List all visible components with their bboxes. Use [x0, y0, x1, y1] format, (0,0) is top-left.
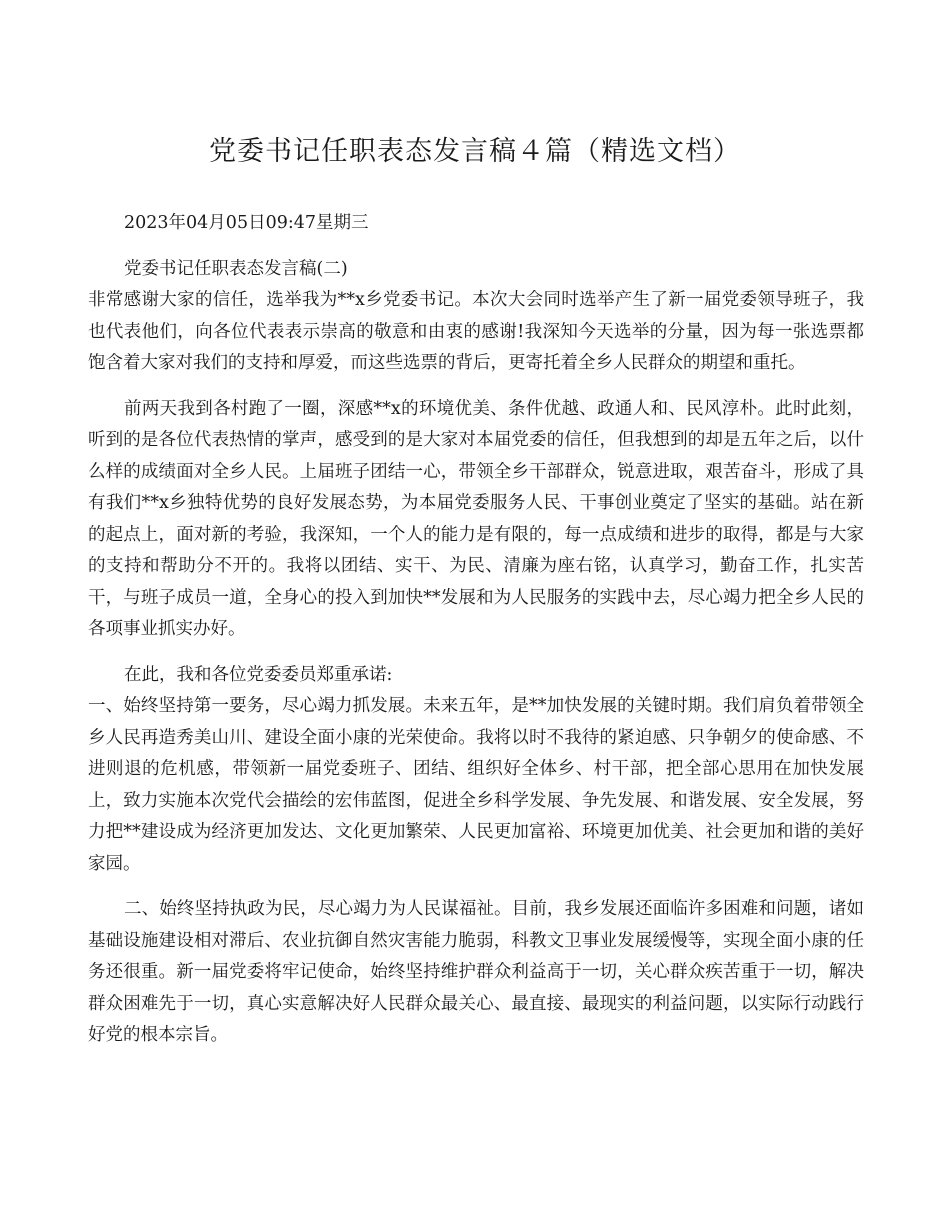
- document-body: [88, 208, 864, 1052]
- document-title: 党委书记任职表态发言稿４篇（精选文档）: [209, 136, 741, 167]
- paragraph: 二、始终坚持执政为民，尽心竭力为人民谋福祉。目前，我乡发展还面临许多困难和问题，诸如基础设施建设相对滞后、农业抗御自然灾害能力脆弱，科教文卫事业发展缓慢等，实现全面小康的任务还很重。新一届党委将牢记使命，始终坚持维护群众利益高于一切，关心群众疾苦重于一切，解决群众困难先于一切，真心实意解决好人民群众最关心、最直接、最现实的利益问题，以实际行动践行好党的根本宗旨。: [88, 899, 864, 1045]
- paragraph: 在此，我和各位党委委员郑重承诺:: [124, 664, 393, 685]
- date-line: 2023年04月05日09:47星期三: [124, 213, 369, 233]
- paragraph: 一、始终坚持第一要务，尽心竭力抓发展。未来五年，是**加快发展的关键时期。我们肩负着带领全乡人民再造秀美山川、建设全面小康的光荣使命。我将以时不我待的紧迫感、只争朝夕的使命感、不进则退的危机感，带领新一届党委班子、团结、组织好全体乡、村干部，把全部心思用在加快发展上，致力实施本次党代会描绘的宏伟蓝图，促进全乡科学发展、争先发展、和谐发展、安全发展，努力把**建设成为经济更加发达、文化更加繁荣、人民更加富裕、环境更加优美、社会更加和谐的美好家园。: [88, 696, 864, 874]
- section-subtitle: 党委书记任职表态发言稿(二): [124, 258, 348, 279]
- paragraph: 非常感谢大家的信任，选举我为**x乡党委书记。本次大会同时选举产生了新一届党委领导班子，我也代表他们，向各位代表表示崇高的敬意和由衷的感谢!我深知今天选举的分量，因为每一张选票都饱含着大家对我们的支持和厚爱，而这些选票的背后，更寄托着全乡人民群众的期望和重托。: [88, 290, 864, 373]
- paragraph: 前两天我到各村跑了一圈，深感**x的环境优美、条件优越、政通人和、民风淳朴。此时此刻，听到的是各位代表热情的掌声，感受到的是大家对本届党委的信任，但我想到的却是五年之后，以什么样的成绩面对全乡人民。上届班子团结一心，带领全乡干部群众，锐意进取，艰苦奋斗，形成了具有我们**x乡独特优势的良好发展态势，为本届党委服务人民、干事创业奠定了坚实的基础。站在新的起点上，面对新的考验，我深知，一个人的能力是有限的，每一点成绩和进步的取得，都是与大家的支持和帮助分不开的。我将以团结、实干、为民、清廉为座右铭，认真学习，勤奋工作，扎实苦干，与班子成员一道，全身心的投入到加快**发展和为人民服务的实践中去，尽心竭力把全乡人民的各项事业抓实办好。: [88, 398, 864, 639]
